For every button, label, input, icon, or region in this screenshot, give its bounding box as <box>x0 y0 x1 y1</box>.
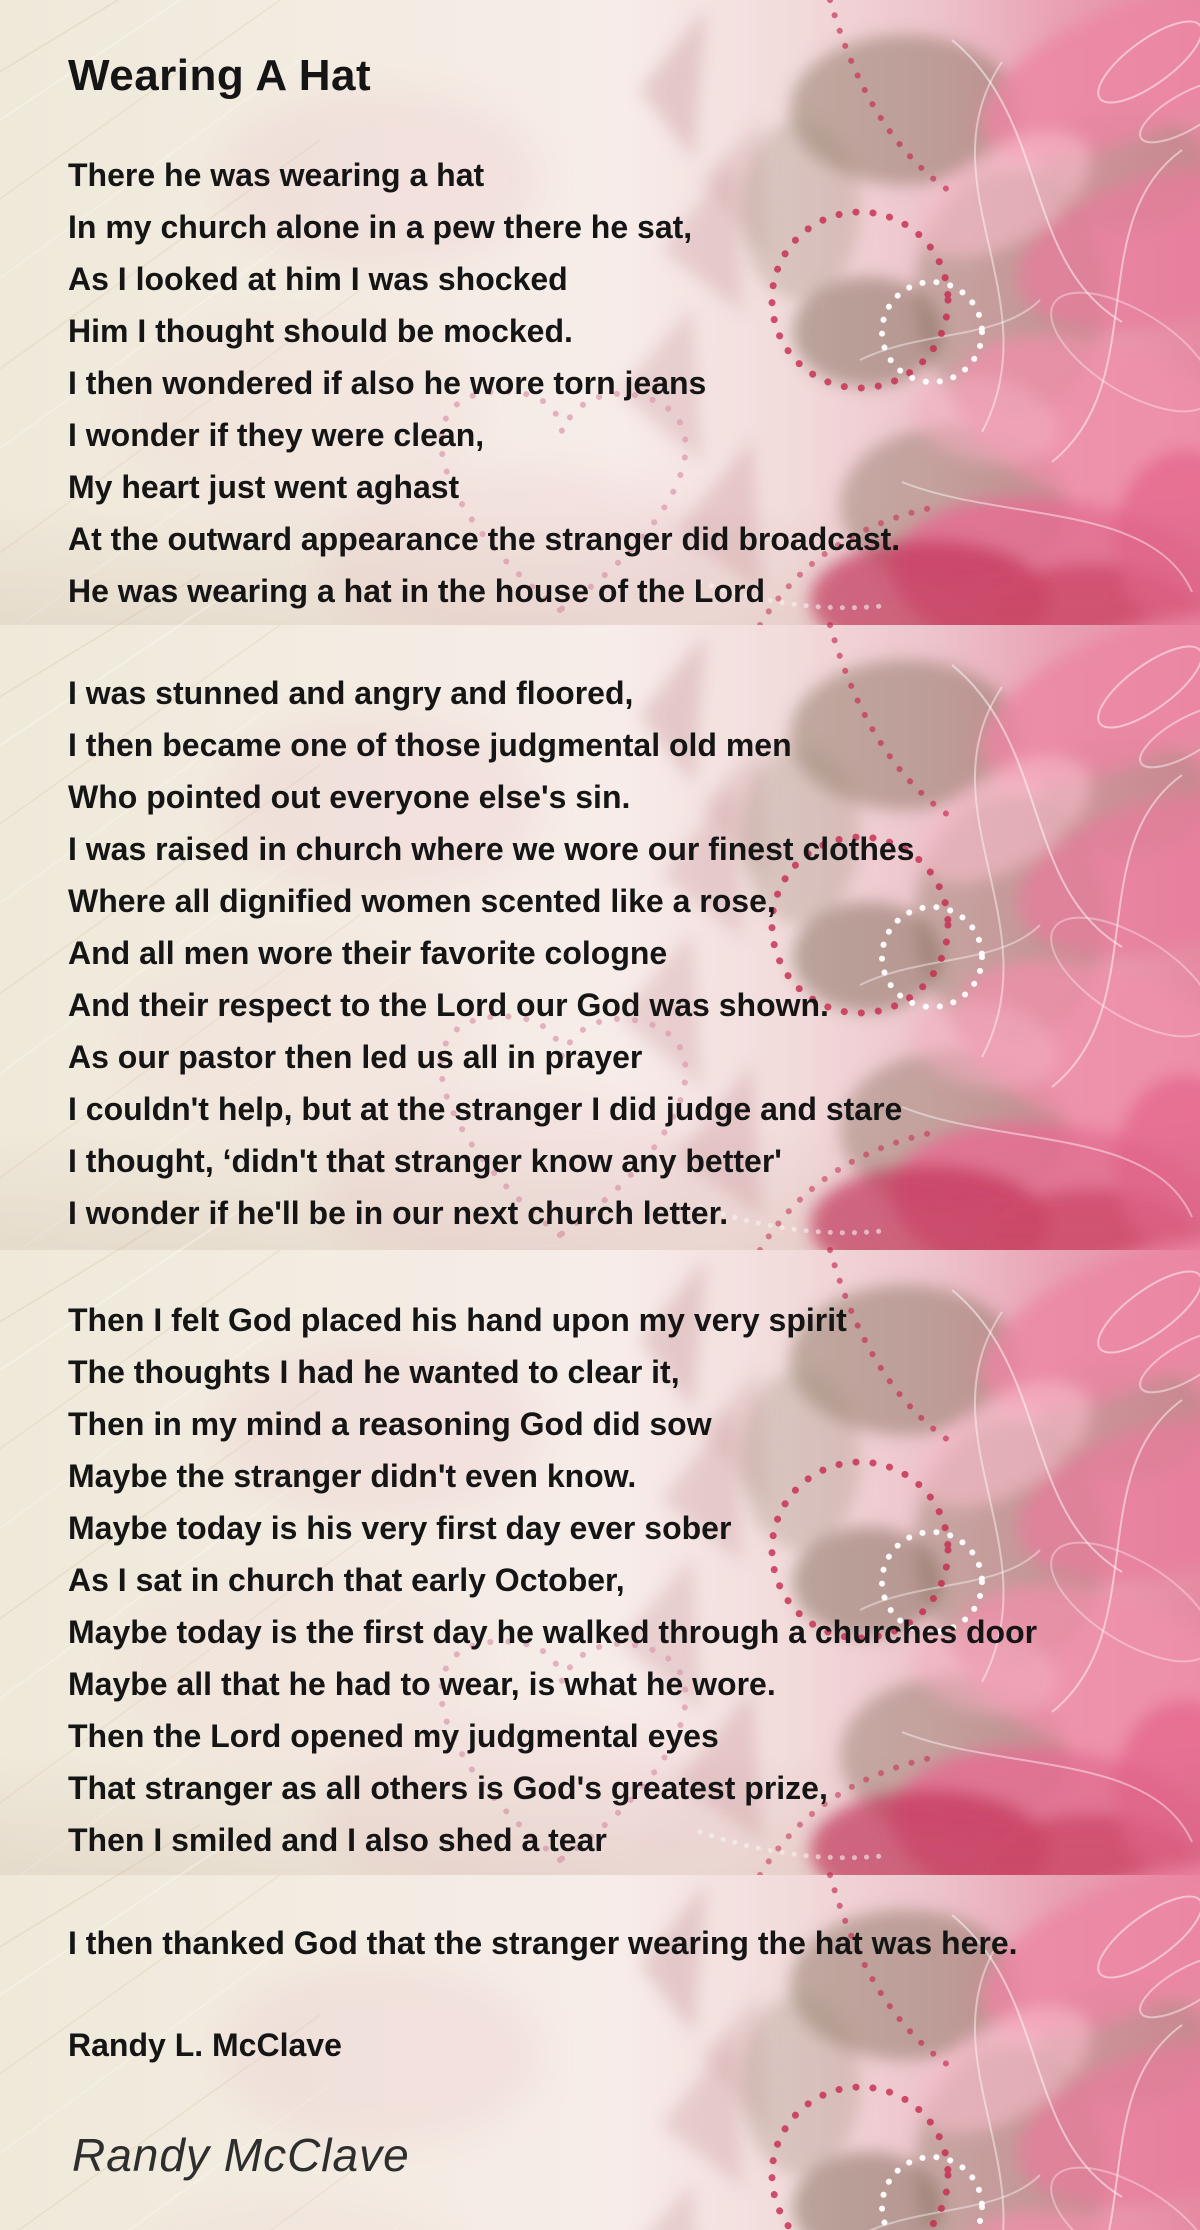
poem-line: Who pointed out everyone else's sin. <box>68 779 631 815</box>
poem-line: That stranger as all others is God's greatest prize, <box>68 1770 828 1806</box>
poem-line: I then wondered if also he wore torn jeans <box>68 365 707 401</box>
poem-line: I wonder if they were clean, <box>68 417 485 453</box>
poem-line: Then I felt God placed his hand upon my very spirit <box>68 1302 847 1338</box>
poem-line: Then in my mind a reasoning God did sow <box>68 1406 712 1442</box>
poem-author: Randy L. McClave <box>68 2027 342 2063</box>
poem-line: I was stunned and angry and floored, <box>68 675 634 711</box>
poem-line: Then I smiled and I also shed a tear <box>68 1822 607 1858</box>
poem-line: In my church alone in a pew there he sat, <box>68 209 693 245</box>
poem-line: As our pastor then led us all in prayer <box>68 1039 643 1075</box>
stanza-3 <box>68 1294 1037 1866</box>
poem-line: Maybe all that he had to wear, is what he wore. <box>68 1666 776 1702</box>
poem-line: I was raised in church where we wore our finest clothes <box>68 831 915 867</box>
poem-line: There he was wearing a hat <box>68 157 485 193</box>
poem-line: I then became one of those judgmental old men <box>68 727 792 763</box>
poem-line: Then the Lord opened my judgmental eyes <box>68 1718 719 1754</box>
poem-signature: Randy McClave <box>72 2129 410 2181</box>
poem-line: Where all dignified women scented like a rose, <box>68 883 776 919</box>
poem-line: I couldn't help, but at the stranger I did judge and stare <box>68 1091 903 1127</box>
stanza-1 <box>68 149 900 617</box>
poem-line: At the outward appearance the stranger did broadcast. <box>68 521 901 557</box>
poem-line: I wonder if he'll be in our next church letter. <box>68 1195 729 1231</box>
stanza-2 <box>68 667 914 1239</box>
poem-line: As I looked at him I was shocked <box>68 261 568 297</box>
poem-line: I thought, ‘didn't that stranger know any better' <box>68 1143 782 1179</box>
poem-line: My heart just went aghast <box>68 469 460 505</box>
stanza-4-closing-line <box>68 1917 1018 1969</box>
poem-line: The thoughts I had he wanted to clear it, <box>68 1354 680 1390</box>
poem-line: Maybe today is the first day he walked through a churches door <box>68 1614 1038 1650</box>
poem-line: And their respect to the Lord our God was shown. <box>68 987 829 1023</box>
poem-title: Wearing A Hat <box>68 51 372 100</box>
poem-line: And all men wore their favorite cologne <box>68 935 668 971</box>
poem-line: As I sat in church that early October, <box>68 1562 625 1598</box>
poem-line: Maybe today is his very first day ever sober <box>68 1510 732 1546</box>
poem-line: Maybe the stranger didn't even know. <box>68 1458 637 1494</box>
poem-line: He was wearing a hat in the house of the Lord <box>68 573 765 609</box>
poem-line: Him I thought should be mocked. <box>68 313 573 349</box>
poem-line: I then thanked God that the stranger wearing the hat was here. <box>68 1925 1018 1961</box>
